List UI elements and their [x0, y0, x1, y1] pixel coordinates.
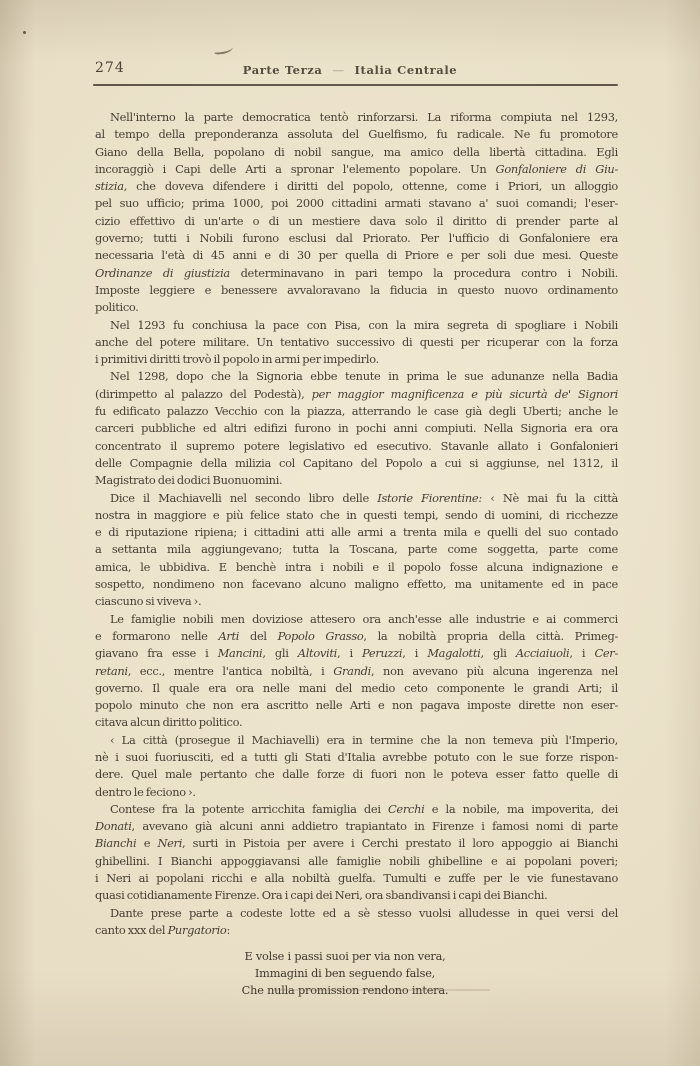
text-line: Dante prese parte a codeste lotte ed a sè stesso vuolsi alludesse in quei versi del — [110, 905, 618, 920]
text-line: incoraggiò i Capi delle Arti a spronar l'elemento popolare. Un Gonfaloniere di Giu- — [95, 161, 618, 176]
running-head-title — [0, 63, 700, 77]
text-line: al tempo della preponderanza assoluta del Guelfismo, fu radicale. Ne fu promotore — [95, 127, 618, 142]
text-line: giavano fra esse i Mancini, gli Altoviti, i Peruzzi, i Magalotti, gli Acciaiuoli, i Cer- — [95, 646, 618, 661]
text-line: i Neri ai popolani ricchi e alla nobiltà guelfa. Tumulti e zuffe per le vie funestavano — [95, 871, 618, 886]
text-line: carceri pubbliche ed altri edifizi furono in pochi anni compiuti. Nella Signoria era ora — [95, 421, 618, 436]
running-head-dash: — — [332, 63, 345, 77]
text-line: ghibellini. I Bianchi appoggiavansi alle famiglie nobili ghibelline e ai popolani poveri; — [95, 853, 618, 868]
text-line: e di riputazione ripiena; i cittadini atti alle armi a trenta mila e quelli del suo contado — [95, 525, 618, 540]
page-number: 274 — [95, 60, 125, 76]
text-line: e formarono nelle Arti del Popolo Grasso, la nobiltà propria della città. Primeg- — [95, 628, 618, 643]
text-line: Nel 1298, dopo che la Signoria ebbe tenute in prima le sue adunanze nella Badia — [110, 369, 618, 384]
text-line: retani, ecc., mentre l'antica nobiltà, i Grandi, non avevano più alcuna ingerenza nel — [95, 663, 618, 678]
text-line: anche del potere militare. Un tentativo successivo di questi per ricuperar con la forza — [95, 334, 618, 349]
verse-line: E volse i passi suoi per via non vera, — [244, 950, 446, 963]
text-line: (dirimpetto al palazzo del Podestà), per maggior magnificenza e più sicurtà de' Signori — [95, 386, 618, 401]
text-line: Bianchi e Neri, surti in Pistoia per avere i Cerchi prestato il loro appoggio ai Bianchi — [95, 836, 618, 851]
text-line: amica, le ubbidiva. E benchè intra i nobili e il popolo fosse alcuna indignazione e — [95, 559, 618, 574]
text-line: governo; tutti i Nobili furono esclusi dal Priorato. Per l'ufficio di Gonfaloniere era — [95, 231, 618, 246]
text-line: Nell'interno la parte democratica tentò rinforzarsi. La riforma compiuta nel 1293, — [110, 110, 618, 124]
header-rule — [93, 84, 618, 86]
text-line: nostra in maggiore e più felice stato che in questi tempi, sendo di uomini, di ricchezze — [95, 507, 618, 522]
verse-line: Che nulla promission rendono intera. — [241, 984, 449, 998]
text-line: dentro le feciono ›. — [95, 784, 196, 799]
text-line: sospetto, nondimeno non facevano alcuno maligno effetto, ma unitamente ed in pace — [95, 577, 618, 592]
text-line: Magistrato dei dodici Buonuomini. — [95, 473, 283, 488]
text-line: pel suo ufficio; prima 1000, poi 2000 cittadini armati stavano a' suoi comandi; l'eser- — [95, 196, 618, 211]
text-line: a settanta mila aggiungevano; tutta la Toscana, parte come soggetta, parte come — [95, 542, 618, 557]
text-line: ‹ La città (prosegue il Machiavelli) era in termine che la non temeva più l'Imperio, — [110, 732, 618, 747]
text-line: citava alcun diritto politico. — [95, 715, 243, 730]
text-line: concentrato il supremo potere legislativo ed esecutivo. Stavanle allato i Gonfalonieri — [95, 438, 618, 453]
text-line: Nel 1293 fu conchiusa la pace con Pisa, con la mira segreta di spogliare i Nobili — [110, 317, 618, 332]
text-line: cizio effettivo di un'arte o di un mestiere dava solo il diritto di prender parte al — [95, 213, 618, 228]
verse-line: Immagini di ben seguendo false, — [254, 967, 436, 981]
text-line: stizia, che doveva difendere i diritti del popolo, ottenne, come i Priori, un alloggio — [95, 179, 618, 194]
text-line: politico. — [95, 300, 139, 315]
text-line: Ordinanze di giustizia determinavano in pari tempo la procedura contro i Nobili. — [95, 265, 618, 280]
scan-smudge — [272, 989, 490, 991]
text-line: Giano della Bella, popolano di nobil sangue, ma amico della libertà cittadina. Egli — [95, 144, 618, 159]
text-line: Donati, avevano già alcuni anni addietro trapiantato in Firenze i famosi nomi di parte — [95, 819, 618, 834]
text-line: ciascuno si viveva ›. — [95, 594, 202, 609]
verse-block — [85, 948, 605, 1000]
text-line: nè i suoi fuoriusciti, ed a tutti gli Stati d'Italia avrebbe potuto con le sue forze rispon- — [95, 749, 618, 764]
running-head — [0, 0, 700, 84]
running-head-left: Parte Terza — [242, 63, 323, 77]
text-line: governo. Il quale era ora nelle mani del medio ceto componente le grandi Arti; il — [95, 680, 618, 695]
body-text — [95, 109, 618, 939]
text-line: delle Compagnie della milizia col Capitano del Popolo a cui si aggiunse, nel 1312, il — [95, 455, 618, 470]
text-line: Dice il Machiavelli nel secondo libro delle Istorie Fiorentine: ‹ Nè mai fu la città — [110, 490, 618, 505]
running-head-right: Italia Centrale — [354, 63, 458, 77]
text-line: Imposte leggiere e benessere avvaloravano la fiducia in questo nuovo ordinamento — [95, 282, 618, 297]
text-line: quasi cotidianamente Firenze. Ora i capi dei Neri, ora sbandivansi i capi dei Bianchi. — [95, 888, 548, 903]
text-line: fu edificato palazzo Vecchio con la piazza, atterrando le case già degli Uberti; anche le — [95, 404, 618, 419]
text-line: canto xxx del Purgatorio: — [95, 922, 231, 937]
text-line: popolo minuto che non era ascritto nelle Arti e non pagava imposte dirette non eser- — [95, 698, 618, 713]
text-line: necessaria l'età di 45 anni e di 30 per quella di Priore e per soli due mesi. Queste — [95, 248, 618, 263]
text-line: Le famiglie nobili men doviziose attesero ora anch'esse alle industrie e ai commerci — [110, 611, 618, 626]
text-line: i primitivi diritti trovò il popolo in armi per impedirlo. — [95, 352, 379, 367]
text-line: Contese fra la potente arricchita famiglia dei Cerchi e la nobile, ma impoverita, dei — [110, 801, 618, 816]
text-line: dere. Quel male pertanto che dalle forze di fuori non le poteva esser fatto quelle di — [95, 767, 618, 782]
